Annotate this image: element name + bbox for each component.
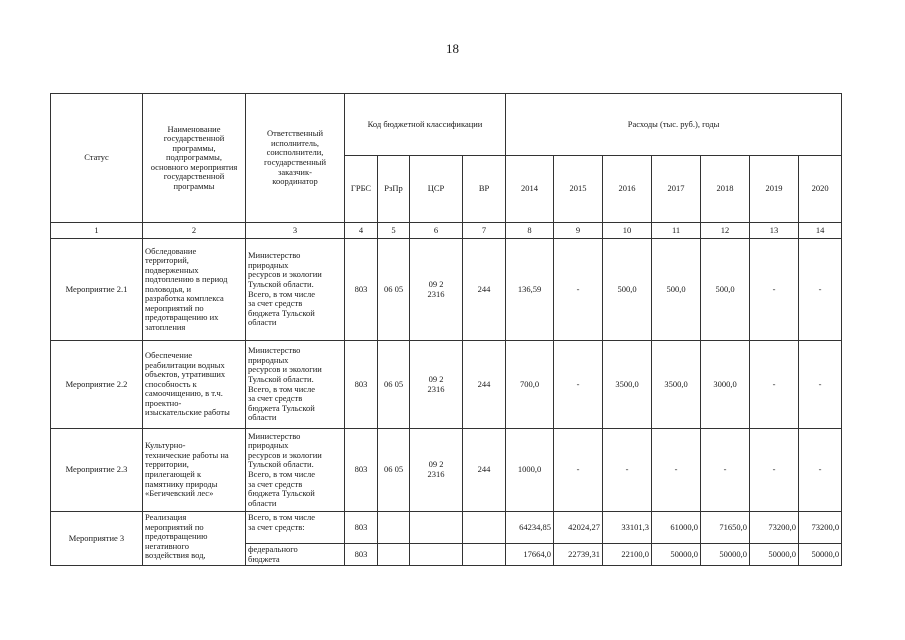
row-value: 22100,0: [603, 544, 652, 566]
column-number: 8: [506, 223, 554, 239]
column-number: 10: [603, 223, 652, 239]
row-rzpr: 06 05: [378, 429, 410, 512]
row-grbs: 803: [345, 512, 378, 544]
column-number: 1: [51, 223, 143, 239]
row-value: 136,59: [506, 239, 554, 341]
row-value: 33101,3: [603, 512, 652, 544]
row-value: -: [554, 341, 603, 429]
row-value: -: [799, 341, 842, 429]
row-csr: [410, 544, 463, 566]
header-year: 2017: [652, 156, 701, 223]
row-vr: 244: [463, 341, 506, 429]
header-budget-code: Код бюджетной классификации: [345, 94, 506, 156]
row-status: Мероприятие 2.1: [51, 239, 143, 341]
row-grbs: 803: [345, 341, 378, 429]
row-value: 42024,27: [554, 512, 603, 544]
row-value: 22739,31: [554, 544, 603, 566]
row-value: 3000,0: [701, 341, 750, 429]
row-value: 700,0: [506, 341, 554, 429]
column-number: 14: [799, 223, 842, 239]
header-year: 2015: [554, 156, 603, 223]
header-year: 2018: [701, 156, 750, 223]
header-responsible: Ответственный исполнитель, соисполнители, государственный заказчик- координатор: [246, 94, 345, 223]
header-year: 2020: [799, 156, 842, 223]
table-row: [51, 429, 842, 512]
column-number: 5: [378, 223, 410, 239]
row-csr: 09 2 2316: [410, 239, 463, 341]
row-rzpr: 06 05: [378, 341, 410, 429]
row-csr: 09 2 2316: [410, 341, 463, 429]
table-row: [51, 512, 842, 544]
row-grbs: 803: [345, 239, 378, 341]
row-vr: 244: [463, 429, 506, 512]
row-value: -: [799, 429, 842, 512]
column-number: 6: [410, 223, 463, 239]
header-vr: ВР: [463, 156, 506, 223]
row-value: -: [750, 239, 799, 341]
row-name: Реализация мероприятий по предотвращению негативного воздействия вод,: [143, 512, 246, 566]
header-csr: ЦСР: [410, 156, 463, 223]
row-value: 50000,0: [750, 544, 799, 566]
row-rzpr: 06 05: [378, 239, 410, 341]
column-number: 2: [143, 223, 246, 239]
header-status: Статус: [51, 94, 143, 223]
row-name: Обследование территорий, подверженных подтоплению в период половодья, и разработка комплекса мероприятий по предотвращению их затопления: [143, 239, 246, 341]
row-value: -: [750, 429, 799, 512]
row-vr: 244: [463, 239, 506, 341]
page-number: 18: [446, 41, 459, 56]
header-row-1: [51, 94, 842, 156]
header-rzpr: РзПр: [378, 156, 410, 223]
row-value: -: [701, 429, 750, 512]
row-value: 50000,0: [701, 544, 750, 566]
row-vr: [463, 544, 506, 566]
row-value: -: [750, 341, 799, 429]
row-value: 3500,0: [603, 341, 652, 429]
header-year: 2014: [506, 156, 554, 223]
row-status: Мероприятие 3: [51, 512, 143, 566]
header-year: 2019: [750, 156, 799, 223]
row-csr: 09 2 2316: [410, 429, 463, 512]
column-number: 11: [652, 223, 701, 239]
row-value: 50000,0: [799, 544, 842, 566]
column-number: 13: [750, 223, 799, 239]
row-responsible: федерального бюджета: [246, 544, 345, 566]
header-grbs: ГРБС: [345, 156, 378, 223]
row-value: 3500,0: [652, 341, 701, 429]
row-name: Культурно- технические работы на территории, прилегающей к памятнику природы «Бегичевский лес»: [143, 429, 246, 512]
column-number: 3: [246, 223, 345, 239]
table-row: [51, 239, 842, 341]
header-name: Наименование государственной программы, подпрограммы, основного мероприятия государственной программы: [143, 94, 246, 223]
column-number: 7: [463, 223, 506, 239]
row-value: 500,0: [652, 239, 701, 341]
row-grbs: 803: [345, 429, 378, 512]
row-status: Мероприятие 2.3: [51, 429, 143, 512]
row-status: Мероприятие 2.2: [51, 341, 143, 429]
row-value: -: [652, 429, 701, 512]
row-value: -: [603, 429, 652, 512]
column-number: 9: [554, 223, 603, 239]
row-value: 73200,0: [799, 512, 842, 544]
row-value: 64234,85: [506, 512, 554, 544]
row-grbs: 803: [345, 544, 378, 566]
row-value: 73200,0: [750, 512, 799, 544]
row-value: -: [554, 239, 603, 341]
row-value: 61000,0: [652, 512, 701, 544]
row-value: -: [554, 429, 603, 512]
row-responsible: Министерство природных ресурсов и экологии Тульской области. Всего, в том числе за счет средств бюджета Тульской области: [246, 429, 345, 512]
row-rzpr: [378, 544, 410, 566]
row-name: Обеспечение реабилитации водных объектов, утративших способность к самоочищению, в т.ч. проектно- изыскательские работы: [143, 341, 246, 429]
row-value: 500,0: [603, 239, 652, 341]
row-csr: [410, 512, 463, 544]
column-number: 12: [701, 223, 750, 239]
row-responsible: Министерство природных ресурсов и экологии Тульской области. Всего, в том числе за счет средств бюджета Тульской области: [246, 239, 345, 341]
row-value: 17664,0: [506, 544, 554, 566]
row-responsible: Министерство природных ресурсов и экологии Тульской области. Всего, в том числе за счет средств бюджета Тульской области: [246, 341, 345, 429]
row-value: 1000,0: [506, 429, 554, 512]
row-responsible: Всего, в том числе за счет средств:: [246, 512, 345, 544]
row-vr: [463, 512, 506, 544]
row-value: -: [799, 239, 842, 341]
header-year: 2016: [603, 156, 652, 223]
row-value: 500,0: [701, 239, 750, 341]
column-number-row: [51, 223, 842, 239]
table-row: [51, 341, 842, 429]
row-value: 50000,0: [652, 544, 701, 566]
header-expenses: Расходы (тыс. руб.), годы: [506, 94, 842, 156]
row-value: 71650,0: [701, 512, 750, 544]
budget-table: [50, 93, 842, 566]
column-number: 4: [345, 223, 378, 239]
row-rzpr: [378, 512, 410, 544]
